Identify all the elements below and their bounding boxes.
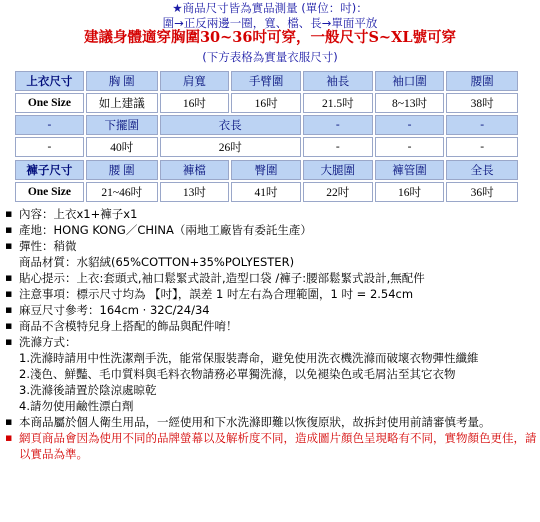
table-row bbox=[15, 93, 518, 113]
list-item-tips bbox=[0, 270, 540, 286]
bullet-icon: ▪ bbox=[5, 271, 13, 284]
list-item-material bbox=[0, 254, 540, 270]
header-cell: 胸 圍 bbox=[86, 71, 158, 91]
list-item-notice bbox=[0, 286, 540, 302]
bullet-icon: ▪ bbox=[5, 415, 13, 428]
table-cell: 13吋 bbox=[160, 182, 230, 202]
wash-step-1: 1.洗滌時請用中性洗潔劑手洗，能常保服裝壽命，避免使用洗衣機洗滌而破壞衣物彈性纖維 bbox=[19, 351, 479, 365]
header-cell: 大腿圍 bbox=[303, 160, 373, 180]
table-cell: 16吋 bbox=[160, 93, 230, 113]
header-cell: 肩寬 bbox=[160, 71, 230, 91]
header-cell: 褲檔 bbox=[160, 160, 230, 180]
table-cell: 16吋 bbox=[375, 182, 445, 202]
model-size-text: 麻豆尺寸參考：164cm · 32C/24/34 bbox=[19, 303, 210, 317]
header-cell: 衣長 bbox=[160, 115, 301, 135]
table-caption: (下方表格為實量衣服尺寸) bbox=[202, 50, 338, 64]
header-cell: 袖口圍 bbox=[375, 71, 445, 91]
table-header-row bbox=[15, 71, 518, 91]
table-cell: - bbox=[15, 137, 84, 157]
wash-title: 洗滌方式： bbox=[19, 335, 77, 349]
wash-step-2: 2.淺色、鮮豔、毛巾質料與毛料衣物請務必單獨洗滌，以免褪染色或毛屑沾至其它衣物 bbox=[19, 367, 456, 381]
table-cell: One Size bbox=[15, 182, 84, 202]
table-cell: - bbox=[375, 137, 445, 157]
list-item-hygiene bbox=[0, 414, 540, 430]
header-cell: - bbox=[446, 115, 518, 135]
list-item-origin bbox=[0, 222, 540, 238]
header-cell: 全長 bbox=[446, 160, 518, 180]
material-text: 商品材質：水貂絨(65%COTTON+35%POLYESTER) bbox=[19, 255, 295, 269]
measure-method-note: 圍→正反兩邊一圈，寬、檔、長→單面平放 bbox=[162, 16, 378, 30]
header-cell: 褲子尺寸 bbox=[15, 160, 84, 180]
header-cell: 腰 圍 bbox=[86, 160, 158, 180]
table-cell: 21~46吋 bbox=[86, 182, 158, 202]
content-text: 內容：上衣x1+褲子x1 bbox=[19, 207, 138, 221]
fit-suggestion: 建議身體適穿胸圍30~36吋可穿，一般尺寸S~XL號可穿 bbox=[83, 29, 457, 46]
header-cell: 腰圍 bbox=[446, 71, 518, 91]
accessories-text: 商品不含模特兒身上搭配的飾品與配件唷！ bbox=[19, 319, 238, 333]
bullet-icon: ▪ bbox=[5, 431, 13, 444]
table-row bbox=[15, 137, 518, 157]
table-cell: 26吋 bbox=[160, 137, 301, 157]
list-item-accessories bbox=[0, 318, 540, 334]
header-cell: 手臂圍 bbox=[231, 71, 301, 91]
notice-text: 注意事項：標示尺寸均為 【吋】，誤差 1 吋左右為合理範圍，1 吋 = 2.54cm bbox=[19, 287, 414, 301]
bullet-icon: ▪ bbox=[5, 303, 13, 316]
header-cell: 褲管圍 bbox=[375, 160, 445, 180]
bullet-icon: ▪ bbox=[5, 335, 13, 348]
table-row bbox=[15, 182, 518, 202]
header-cell: 下擺圍 bbox=[86, 115, 158, 135]
table-cell: 8~13吋 bbox=[375, 93, 445, 113]
table-cell: - bbox=[446, 137, 518, 157]
measure-unit-text: 商品尺寸皆為實品測量 (單位：吋)： bbox=[182, 1, 368, 15]
table-cell: - bbox=[303, 137, 373, 157]
measure-unit-note bbox=[0, 1, 540, 15]
bullet-icon: ▪ bbox=[5, 223, 13, 236]
pants-size-table bbox=[13, 158, 520, 204]
table-header-row bbox=[15, 160, 518, 180]
list-item-elasticity bbox=[0, 238, 540, 254]
star-icon: ★ bbox=[172, 1, 183, 15]
header-cell: 臀圍 bbox=[231, 160, 301, 180]
hygiene-text: 本商品屬於個人衛生用品，一經使用和下水洗滌即難以恢復原狀，故拆封使用前請審慎考量。 bbox=[19, 415, 491, 429]
table-cell: One Size bbox=[15, 93, 84, 113]
header-cell: - bbox=[303, 115, 373, 135]
color-note-text: 網頁商品會因為使用不同的品牌螢幕以及解析度不同，造成圖片顏色呈現略有不同，實物顏色更佳，請以實品為準。 bbox=[19, 431, 537, 461]
wash-step-3: 3.洗滌後請置於陰涼處晾乾 bbox=[19, 383, 157, 397]
wash-step-4: 4.請勿使用鹼性漂白劑 bbox=[19, 399, 134, 413]
table-cell: 如上建議 bbox=[86, 93, 158, 113]
table-cell: 21.5吋 bbox=[303, 93, 373, 113]
bullet-icon: ▪ bbox=[5, 319, 13, 332]
table-header-row bbox=[15, 115, 518, 135]
table-cell: 16吋 bbox=[231, 93, 301, 113]
list-item-wash bbox=[0, 334, 540, 414]
table-cell: 38吋 bbox=[446, 93, 518, 113]
bullet-icon: ▪ bbox=[5, 239, 13, 252]
header-cell: - bbox=[15, 115, 84, 135]
list-item-content bbox=[0, 206, 540, 222]
header-cell: - bbox=[375, 115, 445, 135]
bullet-icon: ▪ bbox=[5, 287, 13, 300]
tips-text: 貼心提示：上衣:套頭式,袖口鬆緊式設計,造型口袋 /褲子:腰部鬆緊式設計,無配件 bbox=[19, 271, 425, 285]
table-cell: 41吋 bbox=[231, 182, 301, 202]
list-item-model bbox=[0, 302, 540, 318]
origin-text: 產地：HONG KONG／CHINA（兩地工廠皆有委託生產） bbox=[19, 223, 312, 237]
table-cell: 22吋 bbox=[303, 182, 373, 202]
elasticity-text: 彈性：稍微 bbox=[19, 239, 77, 253]
header-cell: 上衣尺寸 bbox=[15, 71, 84, 91]
table-cell: 36吋 bbox=[446, 182, 518, 202]
top-size-table bbox=[13, 69, 520, 159]
table-cell: 40吋 bbox=[86, 137, 158, 157]
header-cell: 袖長 bbox=[303, 71, 373, 91]
product-info-list bbox=[0, 206, 540, 462]
list-item-color-note bbox=[0, 430, 540, 462]
bullet-icon: ▪ bbox=[5, 207, 13, 220]
